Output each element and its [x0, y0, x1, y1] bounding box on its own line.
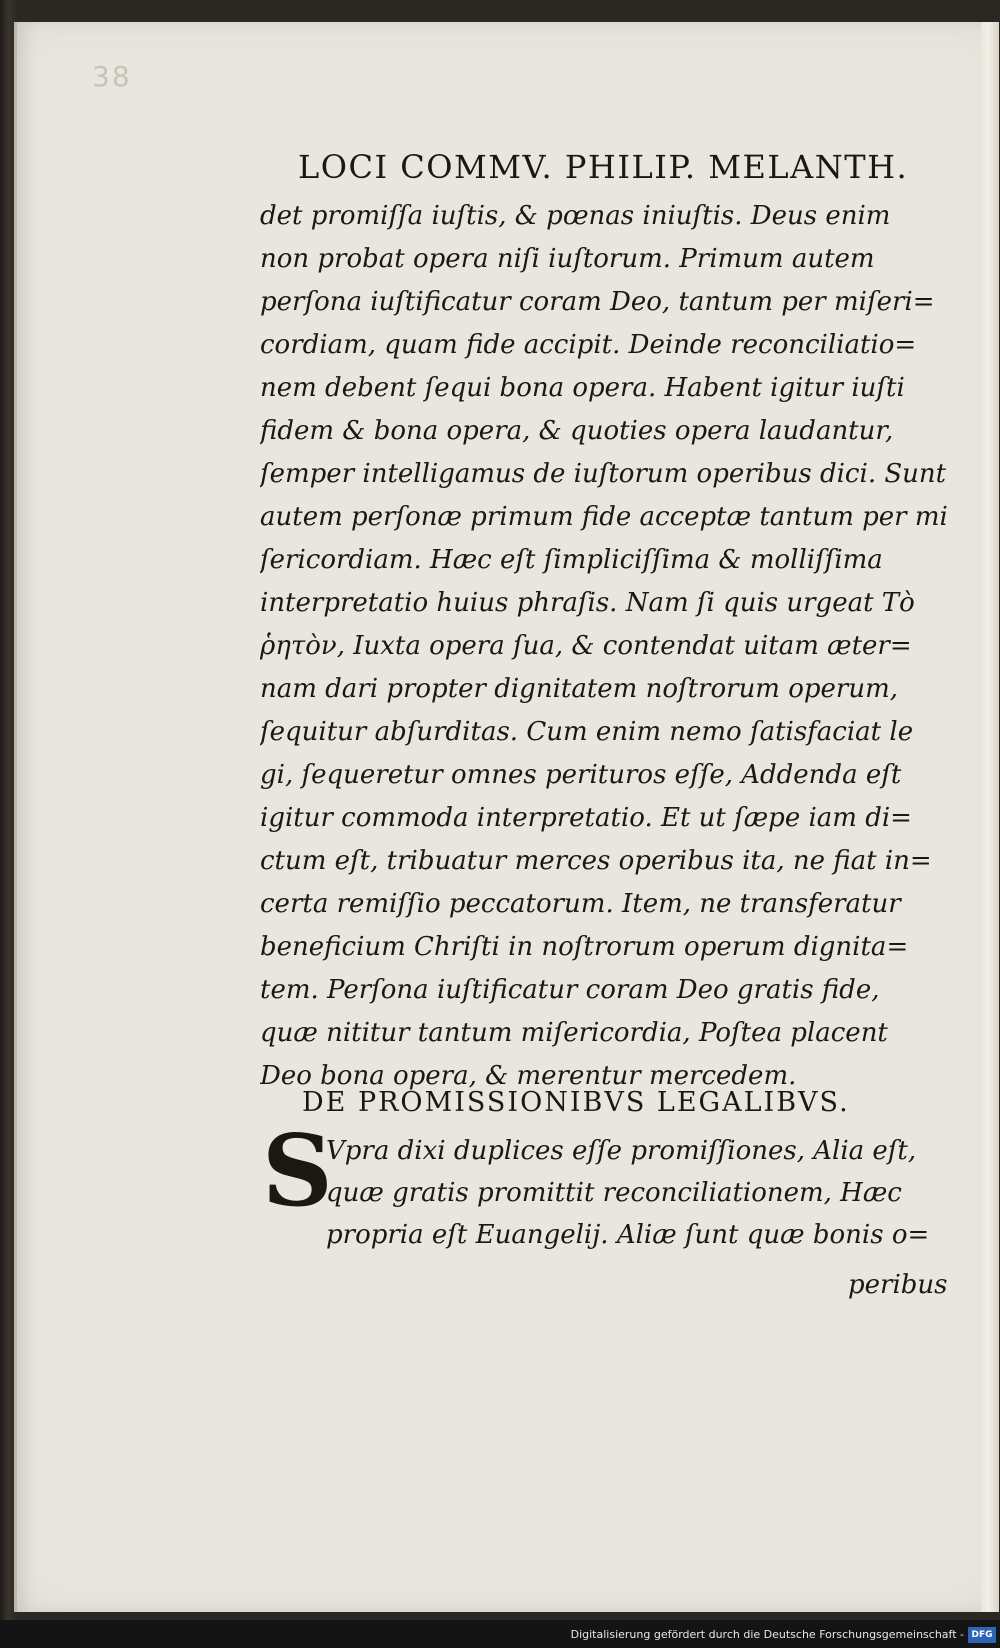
- funding-credit: Digitalisierung gefördert durch die Deutsche Forschungsgemeinschaft -: [570, 1628, 964, 1641]
- footer-bar: [0, 1620, 1000, 1648]
- main-text-block: [260, 195, 955, 1098]
- text-line: ctum eſt, tribuatur merces operibus ita, ne fiat in=: [260, 846, 932, 876]
- drop-capital: S: [262, 1114, 333, 1229]
- text-line: perſona iuſtificatur coram Deo, tantum per miſeri=: [260, 287, 935, 317]
- text-line: igitur commoda interpretatio. Et ut ſæpe iam di=: [260, 803, 912, 833]
- text-line: quæ nititur tantum miſericordia, Poſtea placent: [260, 1018, 888, 1048]
- text-line: fidem & bona opera, & quoties opera laudantur,: [260, 416, 894, 446]
- text-line: Deo bona opera, & merentur mercedem.: [260, 1061, 797, 1091]
- text-line: gi, ſequeretur omnes perituros eſſe, Addenda eſt: [260, 760, 902, 790]
- catchword: peribus: [848, 1270, 948, 1300]
- text-line: propria eſt Euangelij. Aliæ ſunt quæ bonis o=: [326, 1220, 930, 1250]
- text-line: tem. Perſona iuſtificatur coram Deo gratis fide,: [260, 975, 880, 1005]
- text-line: ſericordiam. Hæc eſt ſimpliciſſima & molliſſima: [260, 545, 883, 575]
- foliation-mark: 38: [92, 60, 132, 93]
- running-header: LOCI COMMV. PHILIP. MELANTH.: [298, 148, 909, 186]
- text-line: interpretatio huius phraſis. Nam ſi quis urgeat Τὸ: [260, 588, 915, 618]
- section-text-block: [326, 1130, 956, 1256]
- text-line: autem perſonæ primum fide acceptæ tantum per mi: [260, 502, 948, 532]
- text-line: det promiſſa iuſtis, & pœnas iniuſtis. Deus enim: [260, 201, 891, 231]
- text-line: nam dari propter dignitatem noſtrorum operum,: [260, 674, 899, 704]
- text-line: beneficium Chriſti in noſtrorum operum dignita=: [260, 932, 909, 962]
- text-line: ſequitur abſurditas. Cum enim nemo ſatisfaciat le: [260, 717, 914, 747]
- text-line: certa remiſſio peccatorum. Item, ne transferatur: [260, 889, 901, 919]
- section-heading: DE PROMISSIONIBVS LEGALIBVS.: [302, 1087, 850, 1118]
- text-line: quæ gratis promittit reconciliationem, Hæc: [326, 1178, 902, 1208]
- text-line: Vpra dixi duplices eſſe promiſſiones, Alia eſt,: [326, 1136, 917, 1166]
- text-line: cordiam, quam fide accipit. Deinde reconciliatio=: [260, 330, 917, 360]
- text-line: nem debent ſequi bona opera. Habent igitur iuſti: [260, 373, 905, 403]
- text-line: ῥητὸν, Iuxta opera ſua, & contendat uitam æter=: [260, 631, 912, 661]
- page-edge: [981, 22, 999, 1612]
- text-line: non probat opera niſi iuſtorum. Primum autem: [260, 244, 875, 274]
- text-line: ſemper intelligamus de iuſtorum operibus dici. Sunt: [260, 459, 947, 489]
- dfg-logo: DFG: [968, 1627, 996, 1643]
